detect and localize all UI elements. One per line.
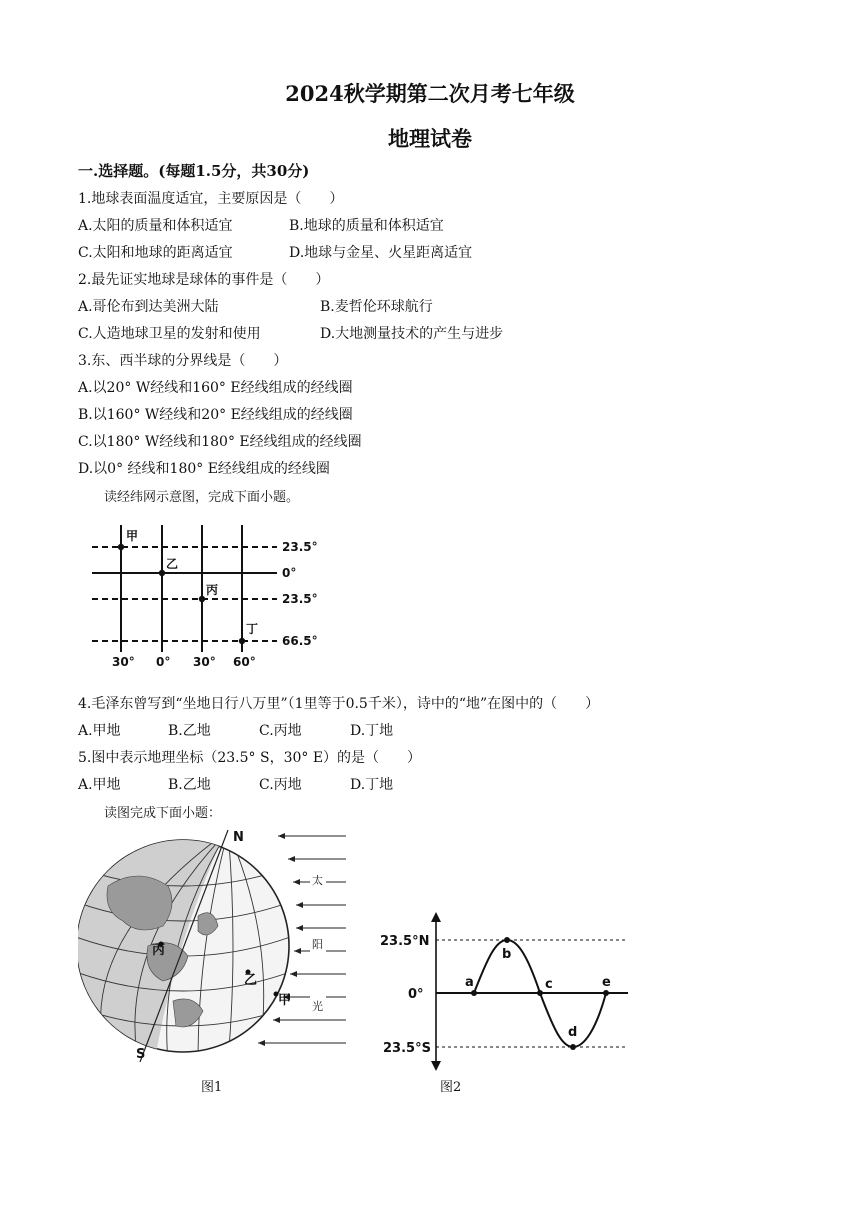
q2-option-a: A.哥伦布到达美洲大陆 (78, 299, 219, 315)
q4-option-d: D.丁地 (350, 723, 394, 739)
globe-point-jia: 甲 (278, 993, 292, 1008)
south-pole-label: S (136, 1047, 146, 1062)
fig2-point-b: b (502, 947, 512, 962)
grid-point-yi: 乙 (166, 557, 179, 571)
exam-subject: 地理试卷 (388, 126, 472, 151)
q4-option-a: A.甲地 (78, 723, 121, 739)
sun-char-3: 光 (312, 1000, 323, 1013)
sun-char-2: 阳 (312, 938, 323, 951)
globe-figure (78, 826, 353, 1071)
fig2-lat-label-n: 23.5°N (380, 934, 430, 949)
q3-option-b: B.以160° W经线和20° E经线组成的经线圈 (78, 407, 353, 423)
q1-option-a: A.太阳的质量和体积适宜 (78, 218, 233, 234)
q4-stem: 4.毛泽东曾写到“坐地日行八万里”（1里等于0.5千米），诗中的“地”在图中的（ ） (78, 696, 600, 712)
section-heading: 一.选择题。(每题1.5分，共30分) (78, 162, 310, 180)
exam-title: 2024秋学期第二次月考七年级 (285, 81, 575, 106)
q4-option-b: B.乙地 (168, 723, 211, 739)
figure2-caption: 图2 (440, 1080, 462, 1095)
grid-lon-label-4: 60° (233, 655, 256, 669)
figure1-caption: 图1 (201, 1080, 223, 1095)
intro-grid: 读经纬网示意图，完成下面小题。 (104, 490, 300, 505)
fig2-lat-label-eq: 0° (408, 987, 424, 1002)
q3-option-c: C.以180° W经线和180° E经线组成的经线圈 (78, 434, 362, 450)
globe-point-bing: 丙 (152, 943, 166, 958)
fig2-lat-label-s: 23.5°S (383, 1041, 431, 1056)
q2-option-b: B.麦哲伦环球航行 (320, 299, 433, 315)
q2-option-c: C.人造地球卫星的发射和使用 (78, 326, 261, 342)
q5-option-c: C.丙地 (259, 777, 302, 793)
grid-point-bing: 丙 (206, 583, 219, 597)
fig2-point-e: e (602, 975, 611, 990)
grid-lon-label-3: 30° (193, 655, 216, 669)
q2-stem: 2.最先证实地球是球体的事件是（ ） (78, 272, 330, 288)
north-pole-label: N (233, 830, 244, 845)
q5-option-d: D.丁地 (350, 777, 394, 793)
lat-lon-grid-figure (82, 520, 342, 670)
q4-option-c: C.丙地 (259, 723, 302, 739)
grid-lat-label-4: 66.5° (282, 634, 318, 648)
q3-stem: 3.东、西半球的分界线是（ ） (78, 353, 288, 369)
intro-figures: 读图完成下面小题： (104, 806, 222, 821)
q5-stem: 5.图中表示地理坐标（23.5° S，30° E）的是（ ） (78, 750, 422, 766)
grid-lon-label-1: 30° (112, 655, 135, 669)
q1-option-b: B.地球的质量和体积适宜 (289, 218, 444, 234)
direct-sun-curve-figure (378, 912, 633, 1072)
q5-option-b: B.乙地 (168, 777, 211, 793)
grid-lon-label-2: 0° (156, 655, 171, 669)
q2-option-d: D.大地测量技术的产生与进步 (320, 326, 504, 342)
sun-char-1: 太 (312, 874, 323, 887)
q1-option-d: D.地球与金星、火星距离适宜 (289, 245, 473, 261)
globe-point-yi: 乙 (244, 973, 258, 988)
q3-option-a: A.以20° W经线和160° E经线组成的经线圈 (78, 380, 353, 396)
fig2-point-c: c (545, 977, 553, 992)
q1-option-c: C.太阳和地球的距离适宜 (78, 245, 233, 261)
fig2-point-d: d (568, 1025, 578, 1040)
grid-lat-label-1: 23.5° (282, 540, 318, 554)
grid-lat-label-2: 0° (282, 566, 297, 580)
grid-lat-label-3: 23.5° (282, 592, 318, 606)
q1-stem: 1.地球表面温度适宜，主要原因是（ ） (78, 191, 344, 207)
grid-point-ding: 丁 (246, 622, 259, 636)
grid-point-jia: 甲 (126, 529, 139, 543)
q5-option-a: A.甲地 (78, 777, 121, 793)
q3-option-d: D.以0° 经线和180° E经线组成的经线圈 (78, 461, 330, 477)
fig2-point-a: a (465, 975, 474, 990)
